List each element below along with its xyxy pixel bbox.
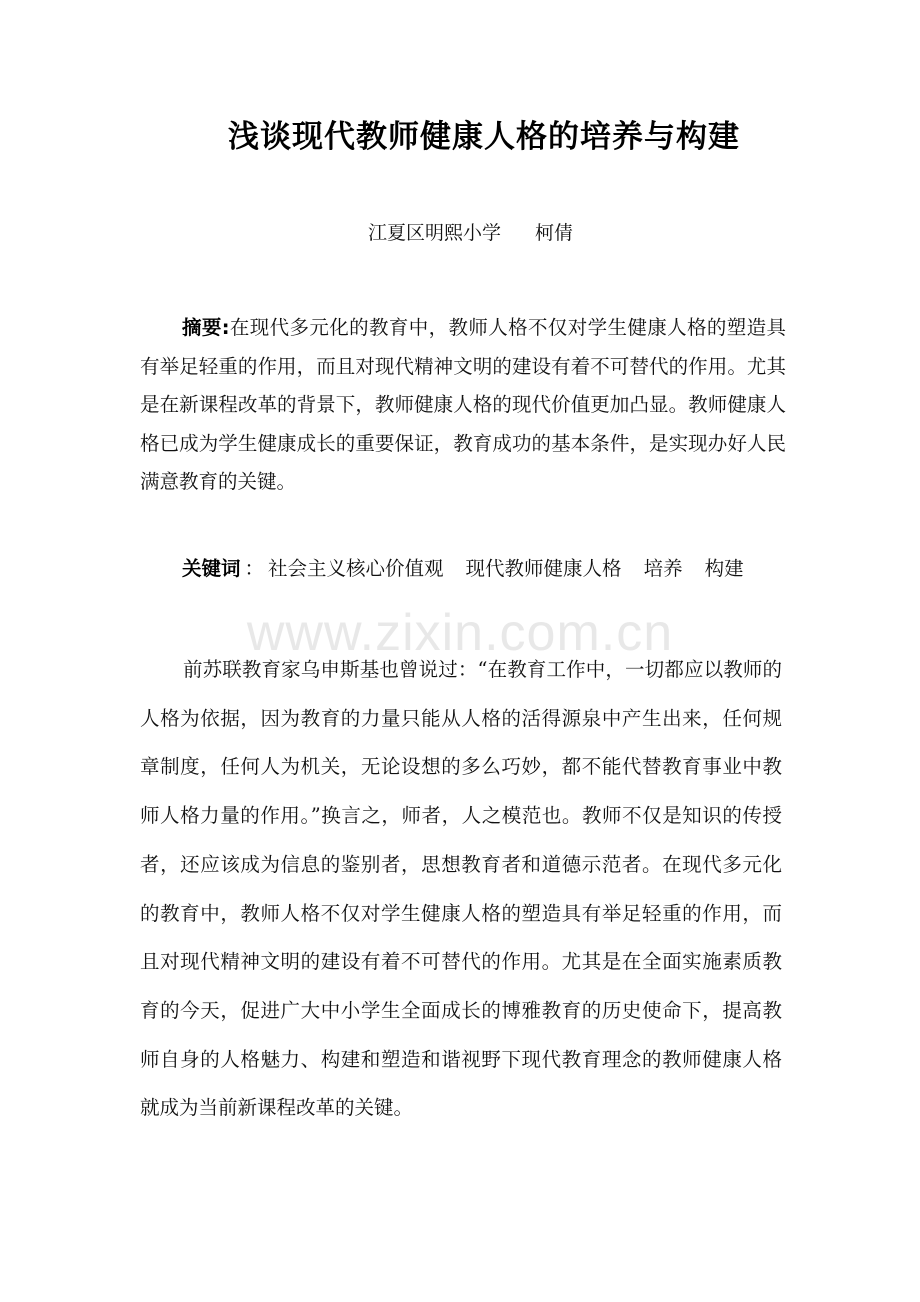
body-paragraph: 前苏联教育家乌申斯基也曾说过：“在教育工作中，一切都应以教师的人格为依据，因为教育的力量只能从人格的活得源泉中产生出来，任何规章制度，任何人为机关，无论设想的多么巧妙，都不能代替教育事业中教师人格力量的作用。”换言之，师者，人之模范也。教师不仅是知识的传授者，还应该成为信息的鉴别者，思想教育者和道德示范者。在现代多元化的教育中，教师人格不仅对学生健康人格的塑造具有举足轻重的作用，而且对现代精神文明的建设有着不可替代的作用。尤其是在全面实施素质教育的今天，促进广大中小学生全面成长的博雅教育的历史使命下，提高教师自身的人格魅力、构建和塑造和谐视野下现代教育理念的教师健康人格就成为当前新课程改革的关键。 — [140, 658, 782, 1120]
abstract-text: 在现代多元化的教育中，教师人格不仅对学生健康人格的塑造具有举足轻重的作用，而且对现代精神文明的建设有着不可替代的作用。尤其是在新课程改革的背景下，教师健康人格的现代价值更加凸显。教师健康人格已成为学生健康成长的重要保证，教育成功的基本条件，是实现办好人民满意教育的关键。 — [140, 316, 786, 493]
document-title: 浅谈现代教师健康人格的培养与构建 — [228, 119, 740, 155]
keyword-item: 培养 — [643, 557, 683, 580]
keywords-line — [182, 550, 822, 588]
byline — [368, 218, 573, 248]
site-watermark: www.zixin.com.cn — [246, 604, 674, 662]
affiliation: 江夏区明熙小学 — [368, 222, 502, 244]
keywords-label: 关键词 — [182, 557, 241, 580]
keyword-item: 构建 — [704, 557, 744, 580]
abstract-paragraph — [140, 309, 786, 502]
keyword-item: 社会主义核心价值观 — [268, 557, 444, 580]
abstract-label: 摘要: — [182, 316, 230, 339]
author-name: 柯倩 — [535, 222, 574, 244]
keywords-separator: ： — [244, 557, 265, 580]
keyword-item: 现代教师健康人格 — [465, 557, 622, 580]
